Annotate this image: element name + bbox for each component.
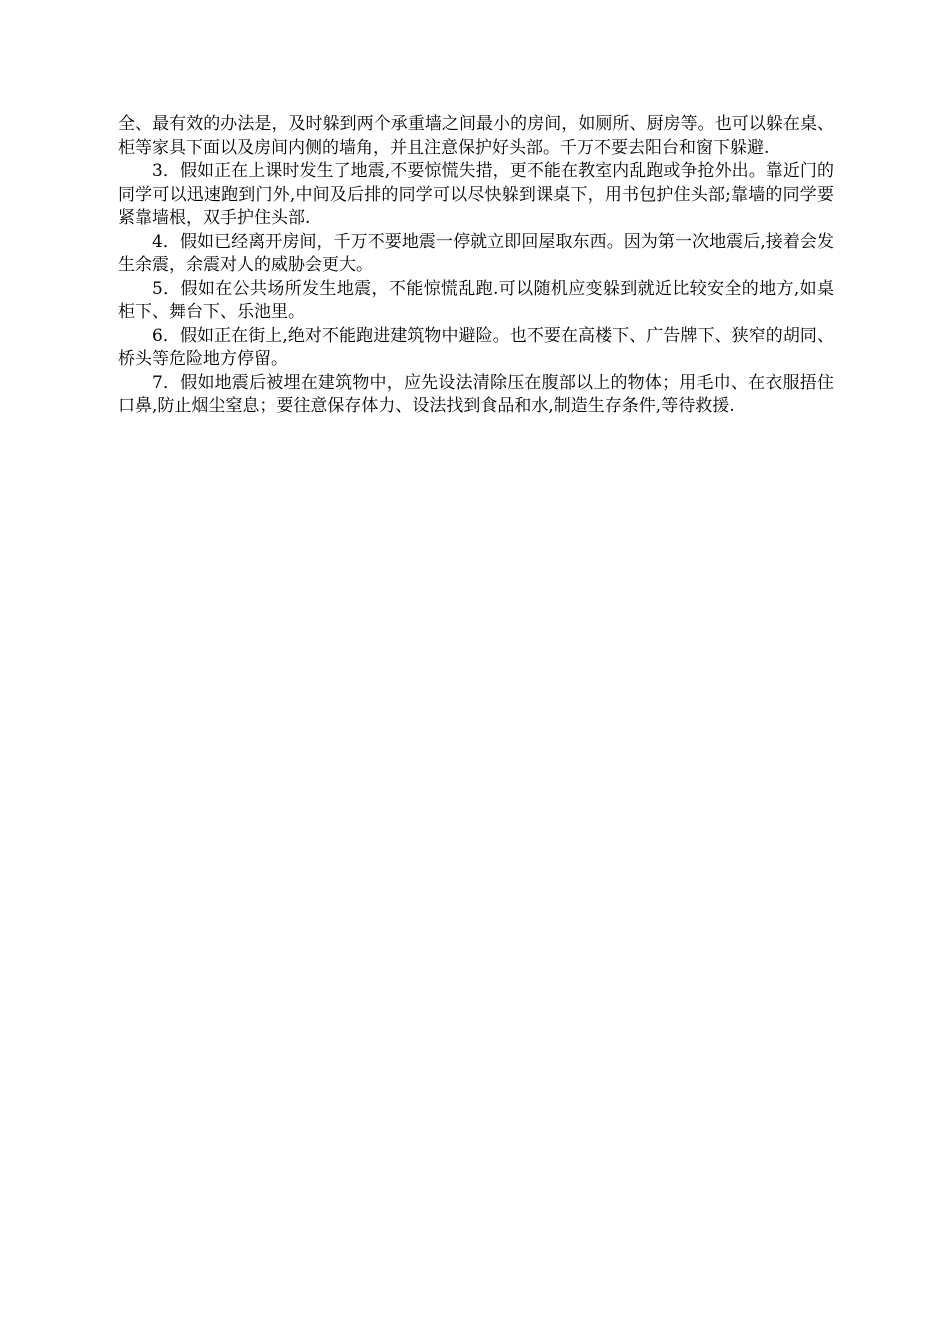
paragraph-item-7: 7．假如地震后被埋在建筑物中，应先设法清除压在腹部以上的物体；用毛巾、在衣服捂住口鼻,防止烟尘窒息；要往意保存体力、设法找到食品和水,制造生存条件,等待救援. [118, 372, 834, 416]
paragraph-item-3: 3．假如正在上课时发生了地震,不要惊慌失措，更不能在教室内乱跑或争抢外出。靠近门的同学可以迅速跑到门外,中间及后排的同学可以尽快躲到课桌下，用书包护住头部;靠墙的同学要紧靠墙根，双手护住头部. [118, 161, 834, 228]
paragraph-continuation: 全、最有效的办法是，及时躲到两个承重墙之间最小的房间，如厕所、厨房等。也可以躲在桌、柜等家具下面以及房间内侧的墙角，并且注意保护好头部。千万不要去阳台和窗下躲避. [118, 114, 834, 158]
paragraph-item-6: 6．假如正在街上,绝对不能跑进建筑物中避险。也不要在高楼下、广告牌下、狭窄的胡同、桥头等危险地方停留。 [118, 325, 834, 369]
document-body [118, 113, 834, 419]
paragraph-item-5: 5．假如在公共场所发生地震，不能惊慌乱跑.可以随机应变躲到就近比较安全的地方,如桌柜下、舞台下、乐池里。 [118, 278, 834, 322]
paragraph-item-4: 4．假如已经离开房间，千万不要地震一停就立即回屋取东西。因为第一次地震后,接着会发生余震，余震对人的威胁会更大。 [118, 231, 834, 275]
